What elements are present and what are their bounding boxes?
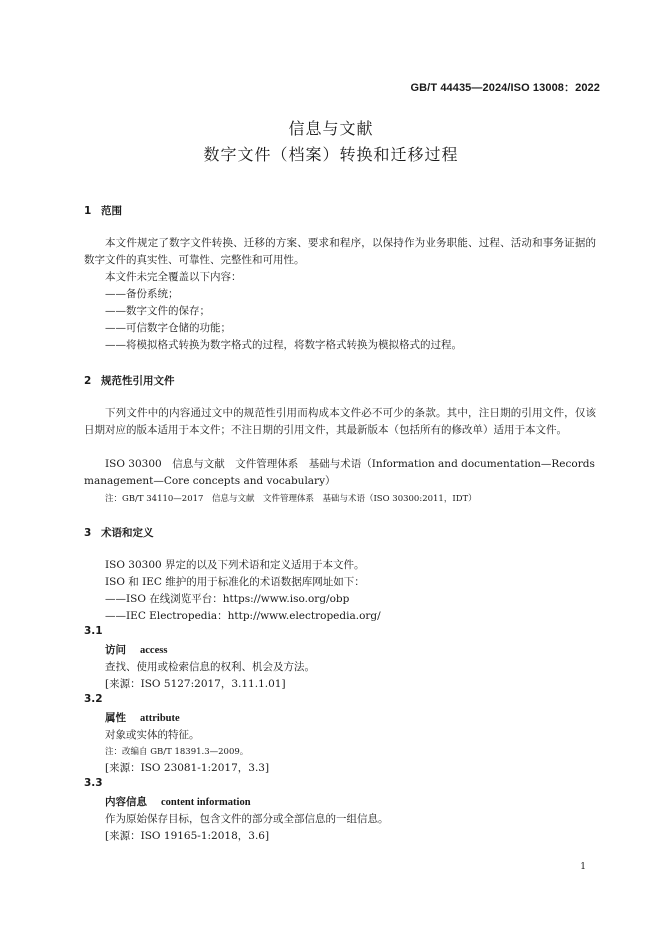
normative-reference-continued: management—Core concepts and vocabulary） [84,475,336,487]
section-number: 2 [84,375,92,387]
section-1-intro-list: 本文件未完全覆盖以下内容： [105,271,242,283]
list-item: ——可信数字仓储的功能； [105,322,231,334]
term-zh: 属性 [105,712,126,724]
page-number: 1 [580,862,586,872]
section-1-heading [84,203,122,218]
term-zh: 访问 [105,644,126,656]
section-3-line: ——IEC Electropedia：http://www.electropedia.org/ [105,610,381,622]
section-title: 范围 [101,205,122,217]
term-entry [105,794,251,809]
term-en: content information [161,797,251,808]
section-number: 3 [84,527,92,539]
term-definition: 查找、使用或检索信息的权利、机会及方法。 [105,661,315,673]
term-source: [来源：ISO 19165-1:2018，3.6] [105,830,270,842]
section-3-line: ISO 30300 界定的以及下列术语和定义适用于本文件。 [105,559,365,571]
term-source: [来源：ISO 23081-1:2017，3.3] [105,762,270,774]
section-3-line: ISO 和 IEC 维护的用于标准化的术语数据库网址如下： [105,576,365,588]
term-en: attribute [140,713,180,724]
reference-note: 注：GB/T 34110—2017 信息与文献 文件管理体系 基础与术语（ISO 30300:2011，IDT） [105,494,477,504]
clause-number: 3.3 [84,777,103,789]
term-entry [105,642,167,657]
term-definition: 对象或实体的特征。 [105,729,200,741]
section-2-heading [84,373,175,388]
document-title-line2: 数字文件（档案）转换和迁移过程 [203,145,459,164]
term-en: access [140,645,168,656]
term-note: 注：改编自 GB/T 18391.3—2009。 [105,747,249,757]
list-item: ——将模拟格式转换为数字格式的过程，将数字格式转换为模拟格式的过程。 [105,339,462,351]
clause-number: 3.1 [84,625,103,637]
section-3-line: ——ISO 在线浏览平台：https://www.iso.org/obp [105,593,350,605]
term-source: [来源：ISO 5127:2017，3.11.1.01] [105,678,286,690]
section-number: 1 [84,205,92,217]
term-definition: 作为原始保存目标，包含文件的部分或全部信息的一组信息。 [105,813,389,825]
section-title: 规范性引用文件 [101,375,175,387]
list-item: ——数字文件的保存； [105,305,210,317]
section-1-paragraph: 本文件规定了数字文件转换、迁移的方案、要求和程序，以保持作为业务职能、过程、活动和事务证据的数字文件的真实性、可靠性、完整性和可用性。 [84,237,596,266]
standard-code: GB/T 44435—2024/ISO 13008：2022 [410,82,600,94]
clause-number: 3.2 [84,693,103,705]
section-2-paragraph: 下列文件中的内容通过文中的规范性引用而构成本文件必不可少的条款。其中，注日期的引用文件，仅该日期对应的版本适用于本文件；不注日期的引用文件，其最新版本（包括所有的修改单）适用于本文件。 [84,407,596,436]
normative-reference: ISO 30300 信息与文献 文件管理体系 基础与术语（Information and documentation—Records [105,458,595,470]
section-3-heading [84,525,154,540]
section-title: 术语和定义 [101,527,154,539]
list-item: ——备份系统； [105,288,179,300]
term-zh: 内容信息 [105,796,147,808]
term-entry [105,710,180,725]
document-title-line1: 信息与文献 [288,119,374,138]
